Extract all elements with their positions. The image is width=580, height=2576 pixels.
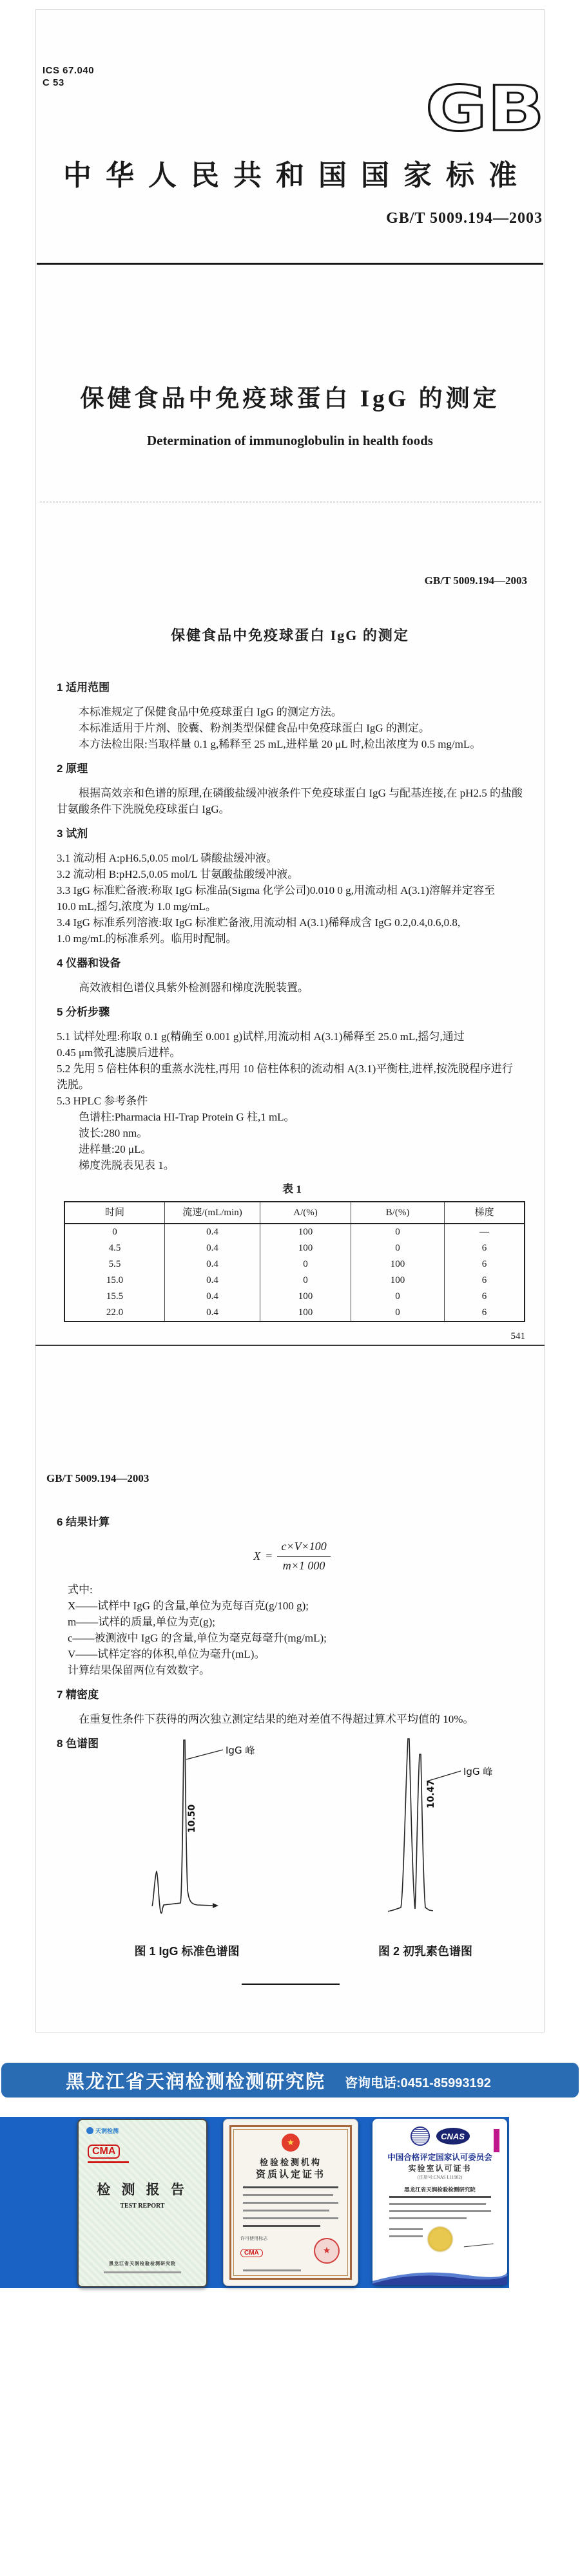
text-line-bar [389, 2203, 486, 2205]
cma-mark: CMA [240, 2249, 263, 2257]
cover-rule [37, 263, 543, 265]
cma-mark: CMA [88, 2145, 120, 2159]
text-line: 本标准适用于片剂、胶囊、粉剂类型保健食品中免疫球蛋白 IgG 的测定。 [79, 722, 430, 734]
cell: 15.5 [64, 1289, 165, 1305]
national-standard-title: 中华人民共和国国家标准 [63, 160, 531, 191]
brand-name: 天润检测 [95, 2128, 119, 2134]
qualification-certificate [223, 2119, 358, 2286]
registration-number: (注册号:CNAS L11982) [417, 2175, 463, 2180]
page1-body [57, 671, 527, 1345]
text-line-bar [243, 2194, 333, 2196]
figure2-caption: 图 2 初乳素色谱图 [378, 1945, 472, 1958]
peak-pointer-line [427, 1771, 461, 1781]
mark-permission-label: 许可使用标志 [240, 2237, 267, 2241]
cell: 4.5 [64, 1240, 165, 1256]
col-header: 时间 [64, 1202, 165, 1224]
report-title: 检 测 报 告 [97, 2182, 188, 2197]
table-row [64, 1305, 525, 1321]
text-line: 进样量:20 μL。 [79, 1143, 152, 1155]
cell: 0.4 [165, 1305, 260, 1321]
text-line-bar [243, 2210, 329, 2211]
phone-number: 咨询电话:0451-85993192 [345, 2076, 491, 2090]
text-line: 甘氨酸条件下洗脱免疫球蛋白 IgG。 [57, 803, 230, 815]
section-heading: 7 精密度 [57, 1689, 99, 1701]
figure1-caption: 图 1 IgG 标准色谱图 [134, 1945, 240, 1958]
cell: 100 [260, 1305, 351, 1321]
table-row [64, 1256, 525, 1273]
report-subtitle: TEST REPORT [120, 2202, 165, 2210]
gold-seal [428, 2227, 452, 2251]
section-heading: 6 结果计算 [57, 1516, 110, 1528]
text-line: 在重复性条件下获得的两次独立测定结果的绝对差值不得超过算术平均值的 10%。 [79, 1713, 474, 1725]
table-row [64, 1224, 525, 1240]
cell: 100 [351, 1273, 445, 1289]
chromatogram-figure-1 [90, 1735, 284, 1935]
table-row [64, 1273, 525, 1289]
institute-banner [1, 2063, 579, 2098]
chromatogram-figure-2 [329, 1735, 522, 1935]
retention-time-label: 10.47 [426, 1779, 436, 1809]
cell: 6 [445, 1256, 525, 1273]
cell: 100 [260, 1240, 351, 1256]
text-line: 3.2 流动相 B:pH2.5,0.05 mol/L 甘氨酸盐酸缓冲液。 [57, 868, 299, 880]
text-line: 10.0 mL,摇匀,浓度为 1.0 mg/mL。 [57, 900, 217, 913]
text-line-bar [389, 2217, 467, 2219]
result-formula [57, 1539, 527, 1574]
certificate-title: 实验室认可证书 [408, 2164, 472, 2173]
date-line-bar [243, 2269, 301, 2271]
ics-code-block [43, 64, 94, 89]
cell: 100 [351, 1256, 445, 1273]
cell: 6 [445, 1289, 525, 1305]
class-code: C 53 [43, 77, 64, 88]
institute-name: 黑龙江省天润检测检测研究院 [66, 2071, 326, 2092]
text-line: 梯度洗脱表见表 1。 [79, 1159, 175, 1171]
text-line-bar [389, 2210, 491, 2212]
date-line-bar [389, 2228, 423, 2230]
text-line: 本标准规定了保健食品中免疫球蛋白 IgG 的测定方法。 [79, 706, 342, 718]
text-line: X——试样中 IgG 的含量,单位为克每百克(g/100 g); [68, 1600, 309, 1612]
col-header: 梯度 [445, 1202, 525, 1224]
text-line: 式中: [68, 1584, 93, 1596]
cell: 0.4 [165, 1240, 260, 1256]
text-line: 本方法检出限:当取样量 0.1 g,稀释至 25 mL,进样量 20 μL 时,检出浓度为 0.5 mg/mL。 [79, 738, 481, 750]
certificates-panel [0, 2117, 509, 2288]
text-line: V——试样定容的体积,单位为毫升(mL)。 [68, 1648, 266, 1660]
gradient-table [64, 1201, 525, 1322]
section-heading: 2 原理 [57, 762, 88, 775]
baseline-arrow [213, 1903, 218, 1908]
text-line: 根据高效亲和色谱的原理,在磷酸盐缓冲液条件下免疫球蛋白 IgG 与配基连接,在 pH2.5 的盐酸 [79, 787, 523, 799]
cnas-logo: CNAS [436, 2128, 470, 2145]
peak-label: IgG 峰 [226, 1745, 255, 1756]
svg-text:GB: GB [425, 75, 545, 139]
text-line: 0.45 μm微孔滤膜后进样。 [57, 1046, 181, 1059]
red-seal: ★ [314, 2238, 340, 2264]
col-header: 流速/(mL/min) [165, 1202, 260, 1224]
col-header: B/(%) [351, 1202, 445, 1224]
formula-numerator: c×V×100 [277, 1539, 330, 1557]
cell: 0 [351, 1224, 445, 1240]
page-separator [35, 1345, 545, 1346]
text-line-bar [243, 2186, 338, 2188]
section-heading: 4 仪器和设备 [57, 957, 121, 969]
text-line: 高效液相色谱仪具紫外检测器和梯度洗脱装置。 [79, 981, 309, 994]
text-line: 5.3 HPLC 参考条件 [57, 1095, 148, 1107]
certificate-title-line2: 资质认定证书 [255, 2170, 325, 2180]
section-heading: 1 适用范围 [57, 681, 110, 694]
certificate-title-line1: 检验检测机构 [259, 2157, 322, 2167]
committee-name: 中国合格评定国家认可委员会 [387, 2153, 492, 2162]
text-line: 1.0 mg/mL的标准系列。临用时配制。 [57, 933, 237, 945]
text-line: 3.4 IgG 标准系列溶液:取 IgG 标准贮备液,用流动相 A(3.1)稀释成含 IgG 0.2,0.4,0.6,0.8, [57, 916, 461, 929]
cma-code-bar [88, 2161, 129, 2163]
cell: 0.4 [165, 1273, 260, 1289]
text-line-bar [389, 2196, 491, 2198]
formula-lhs: X [253, 1549, 261, 1562]
accredited-org: 黑龙江省天润检验检测研究院 [404, 2186, 476, 2193]
section-heading: 8 色谱图 [57, 1738, 99, 1750]
gb-logo [422, 75, 548, 139]
signature [463, 2235, 493, 2248]
text-line: m——试样的质量,单位为克(g); [68, 1616, 216, 1628]
report-org-en-bar [104, 2271, 181, 2273]
text-line: 色谱柱:Pharmacia HI-Trap Protein G 柱,1 mL。 [79, 1111, 295, 1123]
cell: 6 [445, 1273, 525, 1289]
text-line: 计算结果保留两位有效数字。 [68, 1664, 210, 1676]
end-of-document-rule [242, 1984, 340, 1985]
cell: 0 [64, 1224, 165, 1240]
page1-heading: 保健食品中免疫球蛋白 IgG 的测定 [171, 627, 409, 643]
document-title-cn: 保健食品中免疫球蛋白 IgG 的测定 [80, 386, 500, 412]
standard-number: GB/T 5009.194—2003 [386, 210, 543, 227]
formula-equals: = [266, 1549, 273, 1562]
cell: 0 [351, 1240, 445, 1256]
national-emblem-icon: ★ [282, 2134, 300, 2152]
table-row [64, 1240, 525, 1256]
peak-label: IgG 峰 [463, 1766, 493, 1777]
text-line-bar [243, 2217, 338, 2219]
cell: 0.4 [165, 1224, 260, 1240]
test-report-cover [77, 2119, 208, 2287]
cell: 0.4 [165, 1289, 260, 1305]
report-org: 黑龙江省天润检验检测研究院 [109, 2261, 176, 2266]
text-line: 5.2 先用 5 倍柱体积的重蒸水洗柱,再用 10 倍柱体积的流动相 A(3.1)平衡柱,进样,按洗脱程序进行 [57, 1063, 513, 1075]
retention-time-label: 10.50 [187, 1804, 197, 1833]
cell: — [445, 1224, 525, 1240]
trace-line [152, 1740, 213, 1913]
page-number: 541 [510, 1331, 525, 1341]
page2-header-number: GB/T 5009.194—2003 [46, 1472, 150, 1484]
section-heading: 3 试剂 [57, 828, 88, 840]
table-title: 表 1 [282, 1183, 302, 1195]
cell: 0.4 [165, 1256, 260, 1273]
text-line-bar [243, 2202, 338, 2204]
ics-code: ICS 67.040 [43, 65, 95, 76]
table-row [64, 1289, 525, 1305]
section-heading: 5 分析步骤 [57, 1006, 110, 1018]
peak-pointer-line [186, 1750, 223, 1759]
formula-fraction [277, 1539, 330, 1574]
cell: 0 [351, 1289, 445, 1305]
text-line: c——被测液中 IgG 的含量,单位为毫克每毫升(mg/mL); [68, 1632, 327, 1644]
cell: 15.0 [64, 1273, 165, 1289]
magenta-tab [494, 2129, 499, 2152]
footer-wave [372, 2259, 507, 2285]
text-line: 3.1 流动相 A:pH6.5,0.05 mol/L 磷酸盐缓冲液。 [57, 852, 278, 864]
brand-row [86, 2126, 119, 2135]
text-line: 3.3 IgG 标准贮备液:称取 IgG 标准品(Sigma 化学公司)0.010 0 g,用流动相 A(3.1)溶解并定容至 [57, 884, 495, 896]
cell: 0 [260, 1273, 351, 1289]
text-line-bar [243, 2225, 320, 2227]
page2-body [57, 1506, 527, 1760]
cell: 100 [260, 1224, 351, 1240]
cell: 0 [260, 1256, 351, 1273]
col-header: A/(%) [260, 1202, 351, 1224]
date-line-bar [389, 2235, 423, 2237]
logo-row [372, 2126, 507, 2146]
cell: 6 [445, 1305, 525, 1321]
brand-logo-icon [86, 2127, 93, 2134]
document-title-en: Determination of immunoglobulin in health foods [147, 433, 433, 448]
cell: 0 [351, 1305, 445, 1321]
ilac-mra-icon [411, 2126, 430, 2146]
page1-header-number: GB/T 5009.194—2003 [424, 574, 527, 587]
text-line: 5.1 试样处理:称取 0.1 g(精确至 0.001 g)试样,用流动相 A(3.1)稀释至 25.0 mL,摇匀,通过 [57, 1030, 465, 1043]
cnas-certificate [372, 2119, 507, 2285]
cell: 22.0 [64, 1305, 165, 1321]
trace-line [388, 1739, 433, 1911]
cell: 6 [445, 1240, 525, 1256]
text-line: 波长:280 nm。 [79, 1127, 148, 1139]
cell: 5.5 [64, 1256, 165, 1273]
formula-denominator: m×1 000 [282, 1559, 325, 1572]
table-header-row [64, 1202, 525, 1224]
text-line: 洗脱。 [57, 1079, 90, 1091]
cell: 100 [260, 1289, 351, 1305]
